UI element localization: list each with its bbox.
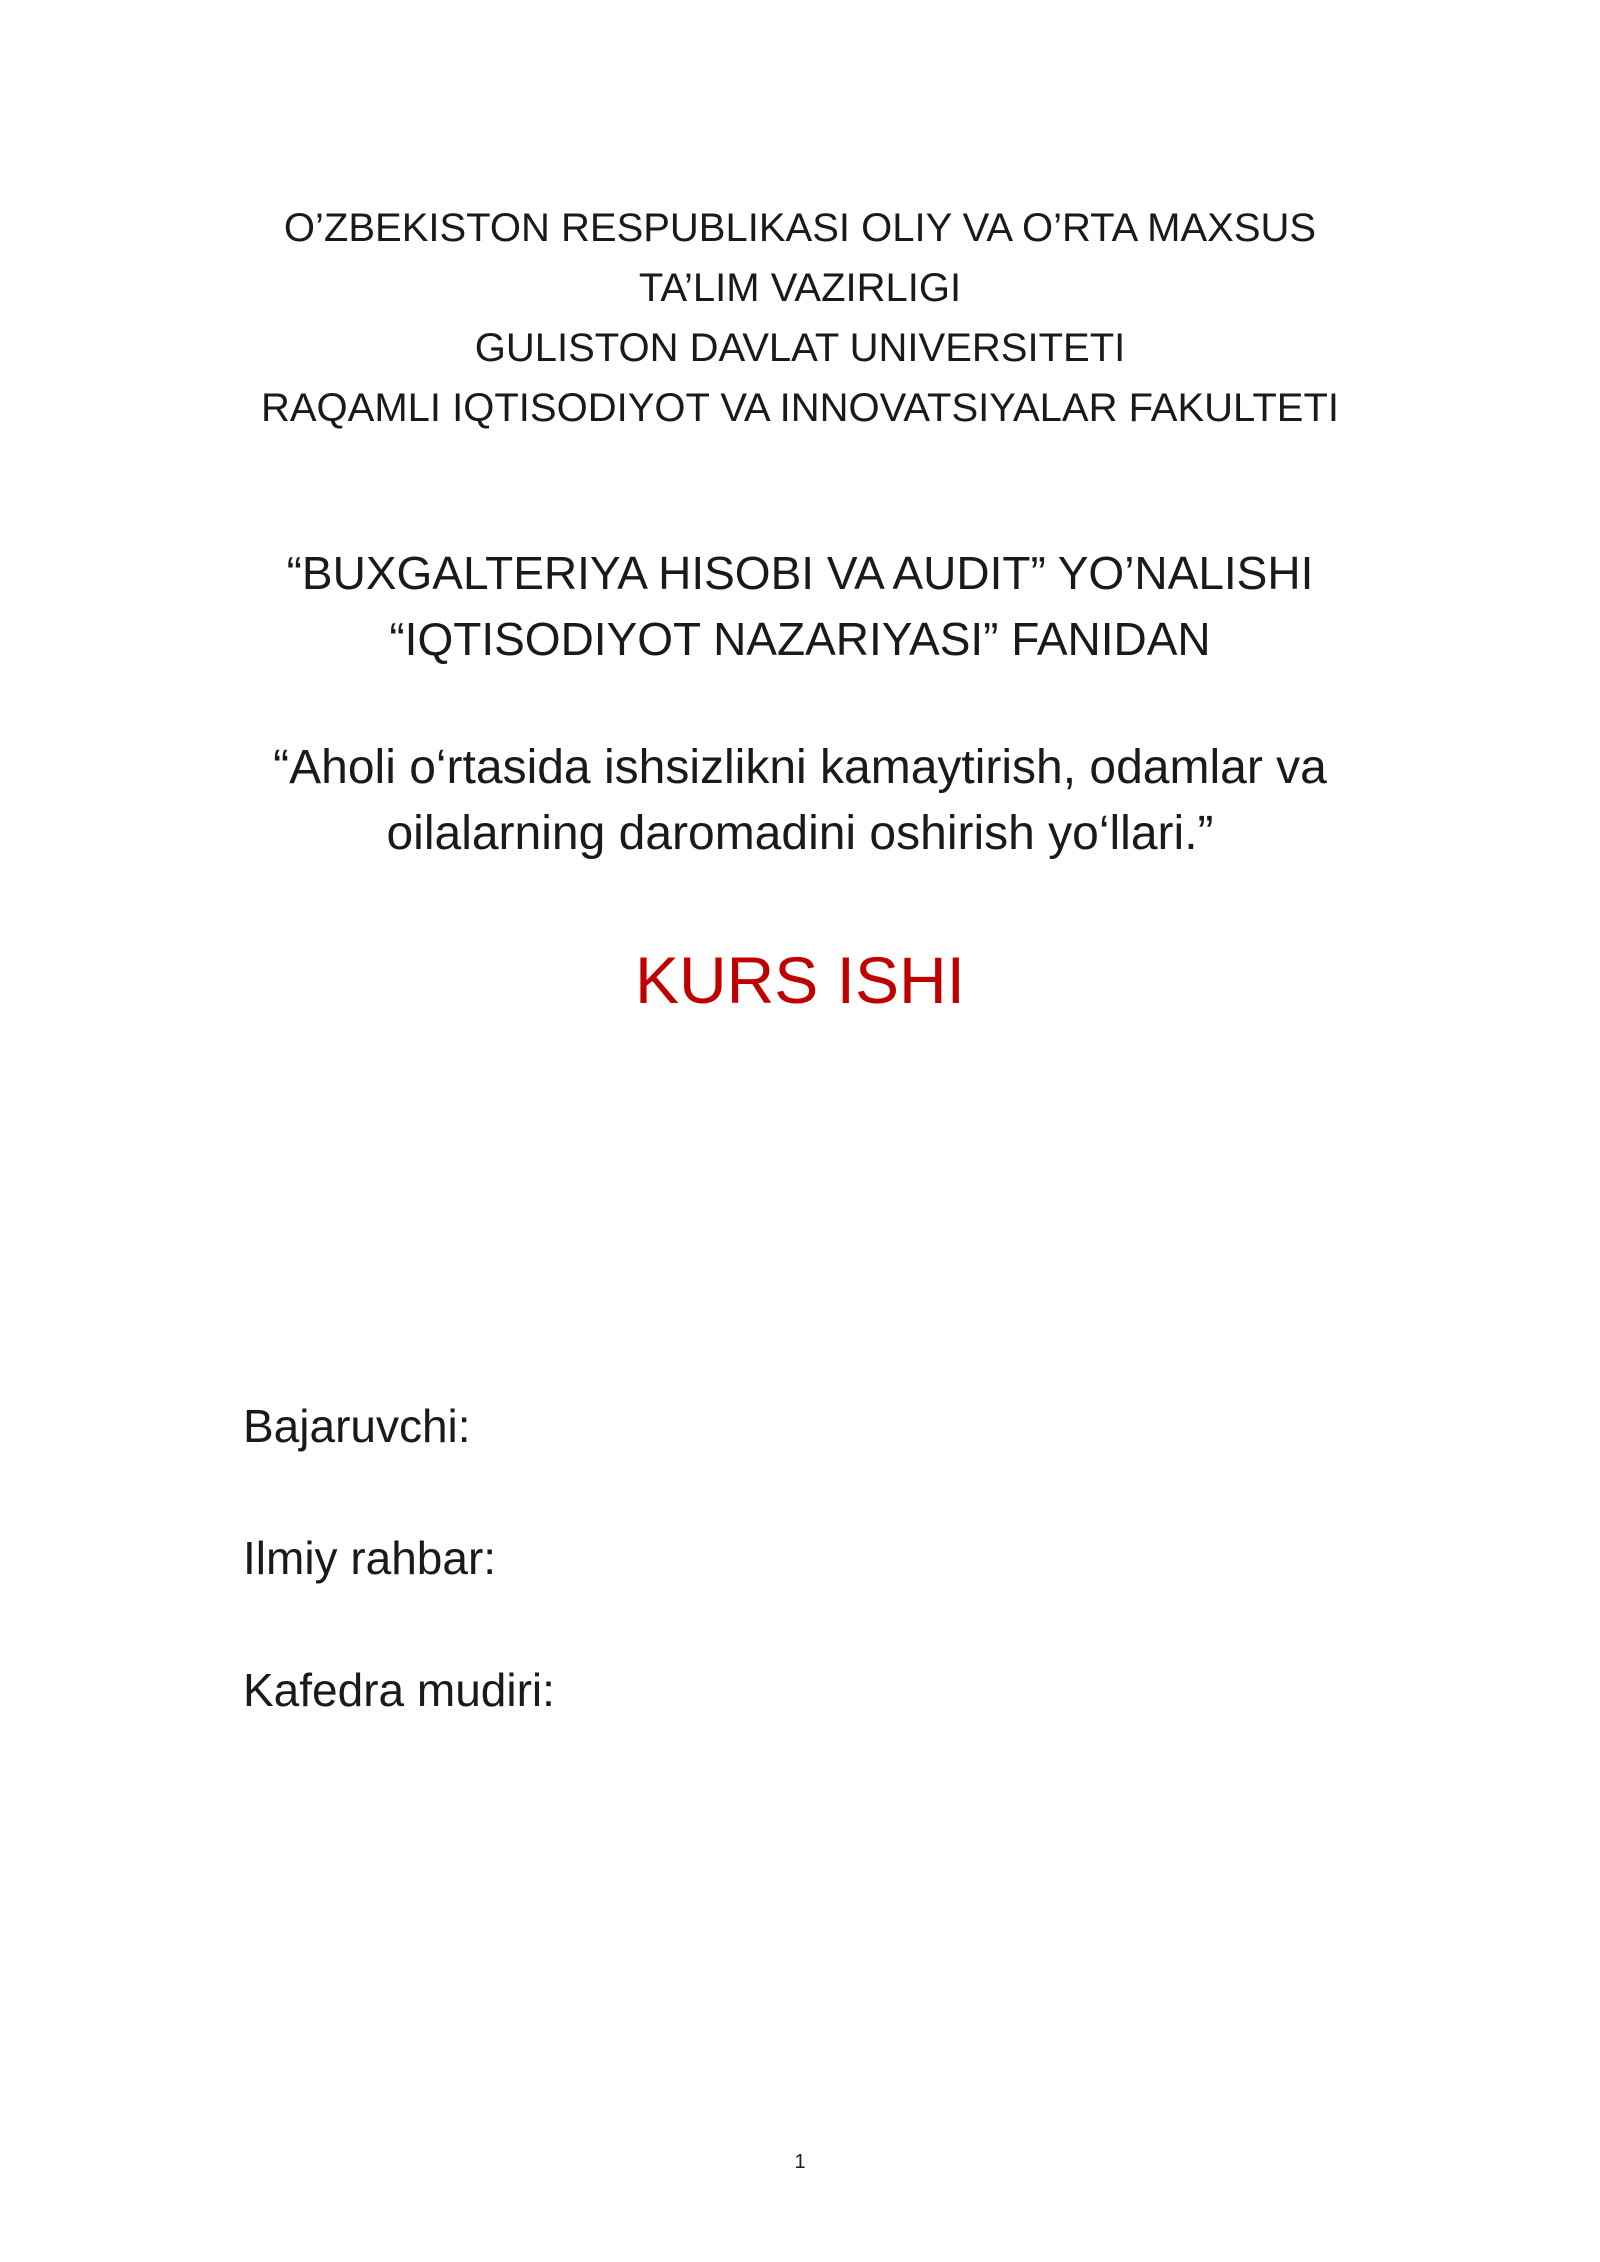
work-title: KURS ISHI: [634, 943, 966, 1017]
topic-line-2: oilalarning daromadini oshirish yo‘llari.”: [386, 807, 1214, 860]
page-number: 1: [794, 2151, 806, 2173]
institution-header: [0, 198, 1600, 438]
topic-line-1: “Aholi o‘rtasida ishsizlikni kamaytirish, odamlar va: [273, 741, 1327, 794]
ministry-line-1: O’ZBEKISTON RESPUBLIKASI OLIY VA O’RTA MAXSUS: [283, 206, 1317, 250]
subject-name: “IQTISODIYOT NAZARIYASI” FANIDAN: [389, 613, 1211, 665]
direction-name: “BUXGALTERIYA HISOBI VA AUDIT” YO’NALISHI: [286, 547, 1314, 599]
ministry-line-2: TA’LIM VAZIRLIGI: [638, 266, 962, 310]
supervisor-label: Ilmiy rahbar:: [243, 1532, 497, 1584]
performer-label: Bajaruvchi:: [243, 1400, 471, 1452]
direction-block: [0, 540, 1600, 672]
topic-block: [0, 735, 1600, 867]
head-of-department-label: Kafedra mudiri:: [243, 1664, 555, 1716]
university-name: GULISTON DAVLAT UNIVERSITETI: [474, 326, 1126, 370]
faculty-name: RAQAMLI IQTISODIYOT VA INNOVATSIYALAR FAKULTETI: [260, 386, 1339, 430]
